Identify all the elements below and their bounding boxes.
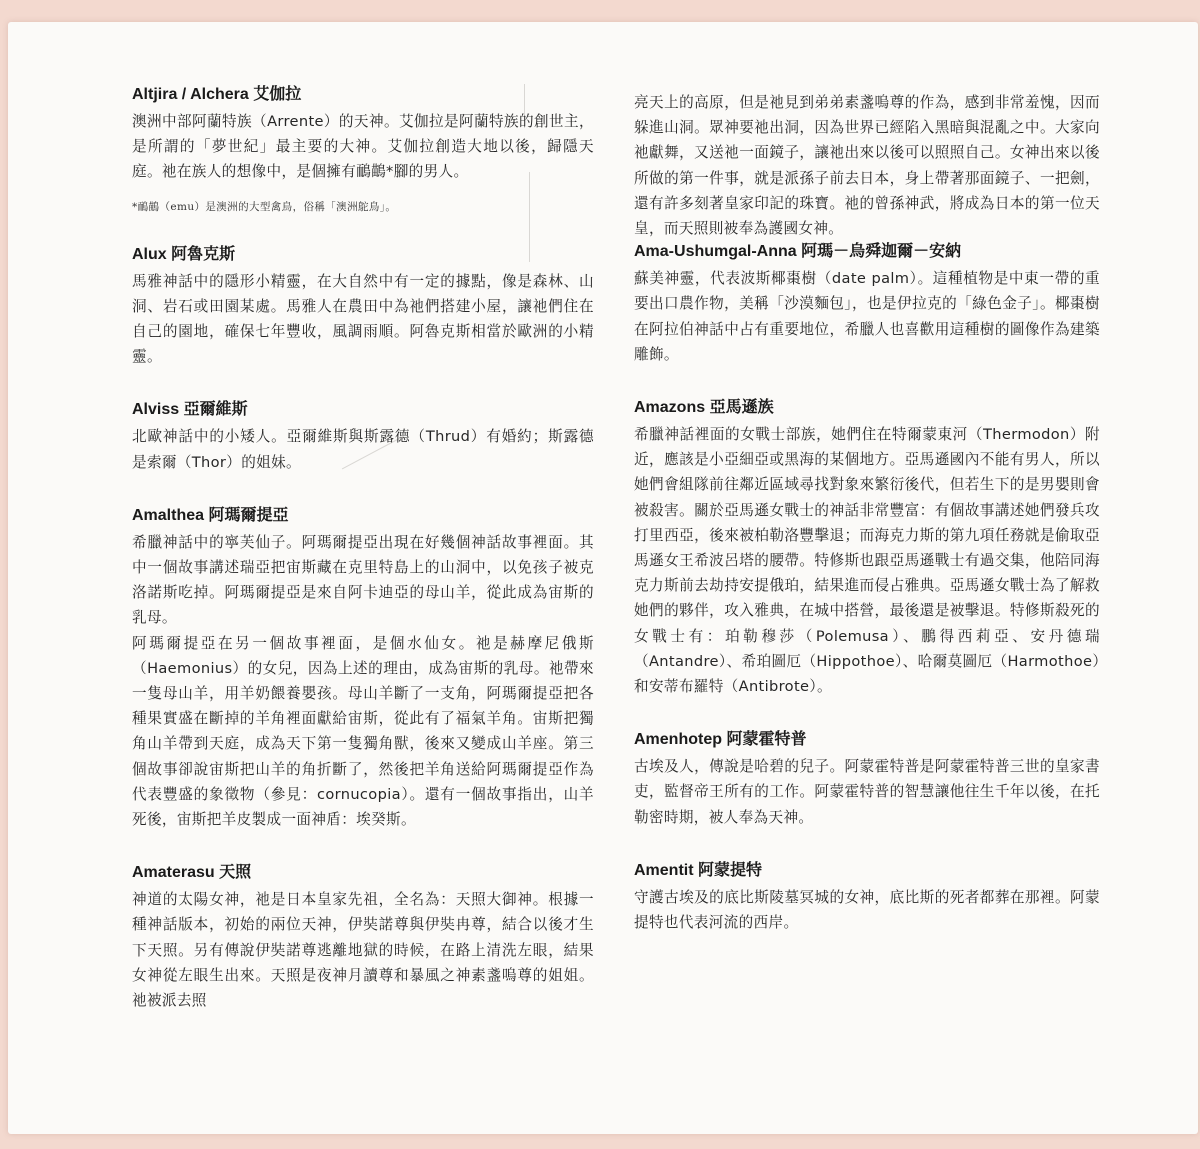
entry-term-zh: 天照 <box>219 862 252 882</box>
entry-paragraph: 希臘神話中的寧芙仙子。阿瑪爾提亞出現在好幾個神話故事裡面。其中一個故事講述瑞亞把宙斯藏在克里特島上的山洞中，以免孩子被克洛諾斯吃掉。阿瑪爾提亞是來自阿卡迪亞的母山羊，從此成為宙斯的乳母。 <box>132 533 594 627</box>
entry-term-zh: 亞馬遜族 <box>709 397 774 417</box>
entry-term: Amalthea <box>132 506 205 524</box>
entry-heading <box>634 729 1100 750</box>
entry-term-zh: 阿魯克斯 <box>171 243 236 263</box>
entry-term: Altjira / Alchera <box>132 86 249 103</box>
entry-term: Ama-Ushumgal-Anna <box>634 243 797 261</box>
entry-term: Alux <box>132 245 167 263</box>
right-column <box>634 90 1100 965</box>
entry-term: Amenhotep <box>634 731 722 749</box>
entry-term-zh: 阿瑪爾提亞 <box>208 504 289 524</box>
entry-term-zh: 阿瑪－烏舜迦爾－安納 <box>801 241 962 261</box>
entry-paragraph: 馬雅神話中的隱形小精靈，在大自然中有一定的據點，像是森林、山洞、岩石或田園某處。馬雅人在農田中為祂們搭建小屋，讓祂們住在自己的園地，確保七年豐收，風調雨順。阿魯克斯相當於歐洲的小精靈。 <box>132 272 594 366</box>
entry-paragraph: 澳洲中部阿蘭特族（Arrente）的天神。艾伽拉是阿蘭特族的創世主，是所謂的「夢世紀」最主要的大神。艾伽拉創造大地以後，歸隱天庭。祂在族人的想像中，是個擁有鴯鶓*腳的男人。 <box>132 113 594 181</box>
left-column <box>132 84 594 1043</box>
entry-alux <box>132 244 594 370</box>
entry-paragraph: 阿瑪爾提亞在另一個故事裡面，是個水仙女。祂是赫摩尼俄斯（Haemonius）的女兒，因為上述的理由，成為宙斯的乳母。祂帶來一隻母山羊，用羊奶餵養嬰孩。母山羊斷了一支角，阿瑪爾提亞把各種果實盛在斷掉的羊角裡面獻給宙斯，從此有了福氣羊角。宙斯把獨角山羊帶到天庭，成為天下第一隻獨角獸，後來又變成山羊座。第三個故事卻說宙斯把山羊的角折斷了，然後把羊角送給阿瑪爾提亞作為代表豐盛的象徵物（參見：cornucopia）。還有一個故事指出，山羊死後，宙斯把羊皮製成一面神盾：埃癸斯。 <box>132 634 594 829</box>
entry-term: Alviss <box>132 401 180 419</box>
entry-amentit <box>634 860 1100 935</box>
entry-paragraph: 希臘神話裡面的女戰士部族，她們住在特爾蒙東河（Thermodon）附近，應該是小亞細亞或黑海的某個地方。亞馬遜國內不能有男人，所以她們會組隊前往鄰近區域尋找對象來繁衍後代，但若生下的是男嬰則會被殺害。關於亞馬遜女戰士的神話非常豐富：有個故事講述她們發兵攻打里西亞，後來被柏勒洛豐擊退；而海克力斯的第九項任務就是偷取亞馬遜女王希波呂塔的腰帶。特修斯也跟亞馬遜戰士有過交集，他陪同海克力斯前去劫持安提俄珀，結果進而侵占雅典。亞馬遜女戰士為了解救她們的夥伴，攻入雅典，在城中搭營，最後還是被擊退。特修斯殺死的女戰士有：珀勒穆莎（Polemusa）、鵬得西莉亞、安丹德瑞（Antandre）、希珀圖厄（Hippothoe）、哈爾莫圖厄（Harmothoe）和安蒂布羅特（Antibrote）。 <box>634 426 1100 696</box>
entry-paragraph: 守護古埃及的底比斯陵墓冥城的女神，底比斯的死者都葬在那裡。阿蒙提特也代表河流的西岸。 <box>634 888 1100 932</box>
entry-term-zh: 艾伽拉 <box>253 84 302 103</box>
entry-term: Amaterasu <box>132 864 215 882</box>
entry-heading <box>132 399 594 420</box>
entry-heading <box>132 505 594 526</box>
footnote: *鴯鶓（emu）是澳洲的大型禽鳥，俗稱「澳洲鴕鳥」。 <box>132 200 397 213</box>
entry-altjira <box>132 84 594 214</box>
entry-heading <box>132 84 594 105</box>
entry-heading <box>634 397 1100 418</box>
entry-term: Amentit <box>634 861 694 879</box>
book-page <box>8 22 1198 1134</box>
entry-heading <box>132 244 594 265</box>
entry-heading <box>634 241 1100 262</box>
entry-amazons <box>634 397 1100 699</box>
entry-heading <box>634 860 1100 881</box>
entry-amenhotep <box>634 729 1100 830</box>
entry-paragraph: 神道的太陽女神，祂是日本皇家先祖，全名為：天照大御神。根據一種神話版本，初始的兩位天神，伊奘諾尊與伊奘冉尊，結合以後才生下天照。另有傳說伊奘諾尊逃離地獄的時候，在路上清洗左眼，結果女神從左眼生出來。天照是夜神月讀尊和暴風之神素盞嗚尊的姐姐。祂被派去照 <box>132 891 594 1010</box>
entry-term-zh: 阿蒙霍特普 <box>726 729 807 749</box>
entry-amaterasu <box>132 862 594 1013</box>
entry-term: Amazons <box>634 399 706 417</box>
entry-alviss <box>132 399 594 474</box>
entry-amalthea <box>132 505 594 832</box>
entry-term-zh: 亞爾維斯 <box>183 399 248 419</box>
entry-heading <box>132 862 594 883</box>
entry-term-zh: 阿蒙提特 <box>698 859 763 879</box>
entry-paragraph: 蘇美神靈，代表波斯椰棗樹（date palm）。這種植物是中東一帶的重要出口農作物，美稱「沙漠麵包」，也是伊拉克的「綠色金子」。椰棗樹在阿拉伯神話中占有重要地位，希臘人也喜歡用這種樹的圖像作為建築雕飾。 <box>634 270 1100 363</box>
entry-ama-ushumgal-anna <box>634 241 1100 367</box>
entry-paragraph: 北歐神話中的小矮人。亞爾維斯與斯露德（Thrud）有婚約；斯露德是索爾（Thor）的姐妹。 <box>132 428 594 471</box>
continued-paragraph: 亮天上的高原，但是祂見到弟弟素盞嗚尊的作為，感到非常羞愧，因而躲進山洞。眾神要祂出洞，因為世界已經陷入黑暗與混亂之中。大家向祂獻舞，又送祂一面鏡子，讓祂出來以後可以照照自己。女神出來以後所做的第一件事，就是派孫子前去日本，身上帶著那面鏡子、一把劍，還有許多刻著皇家印記的珠寶。祂的曾孫神武，將成為日本的第一位天皇，而天照則被奉為護國女神。 <box>634 94 1100 238</box>
entry-paragraph: 古埃及人，傳說是哈碧的兒子。阿蒙霍特普是阿蒙霍特普三世的皇家書吏，監督帝王所有的工作。阿蒙霍特普的智慧讓他往生千年以後，在托勒密時期，被人奉為天神。 <box>634 758 1100 826</box>
